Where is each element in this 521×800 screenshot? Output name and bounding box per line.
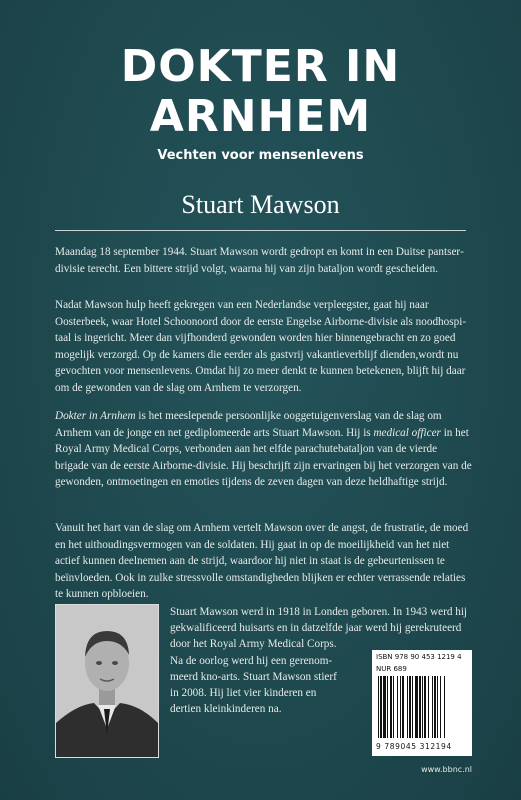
barcode-stripe (437, 676, 438, 738)
bio-line: gekwalificeerd huisarts en in datzelfde jaar werd hij gerekruteerd (170, 622, 462, 635)
divider-rule (55, 230, 466, 231)
barcode-icon (378, 676, 466, 740)
title-line-1: DOKTER IN (120, 41, 401, 92)
barcode-stripe (402, 676, 404, 738)
blurb-paragraph-3 (55, 408, 473, 491)
publisher-url: www.bbnc.nl (421, 765, 472, 774)
barcode-stripe (380, 676, 382, 738)
isbn-text: ISBN 978 90 453 1219 4 (376, 653, 462, 661)
barcode-stripe (415, 676, 418, 738)
bio-line: meerd kno-arts. Stuart Mawson stierf (170, 670, 337, 683)
medical-officer-italic: medical officer (373, 426, 441, 439)
barcode-stripe (393, 676, 394, 738)
barcode-stripe (387, 676, 388, 738)
barcode-label (372, 650, 472, 756)
barcode-stripe (383, 676, 386, 738)
barcode-stripe (390, 676, 392, 738)
bio-line: Stuart Mawson werd in 1918 in Londen geboren. In 1943 werd hij (170, 606, 468, 618)
barcode-stripe (412, 676, 413, 738)
blurb-paragraph-2: Nadat Mawson hulp heeft gekregen van een Nederlandse verpleegster, gaat hij naar Oosterbeek, waar Hotel Schoonoord door de eerste Engelse Airborne-divisie als noodhospitaal is ingericht. Meer dan vijfhonderd gewonden worden hier binnengebracht en zo goed mogelijk verzorgd. Op de kamers die eerder als gastvrij vakantieverblijf dienden,wordt nu gevochten voor mensenlevens. Omdat hij zo meer denkt te kunnen betekenen, blijft hij daar om de gewonden van de slag om Arnhem te verzorgen. (55, 299, 467, 394)
blurb-paragraph-1: Maandag 18 september 1944. Stuart Mawson wordt gedropt en komt in een Duitse pantserdivisie terecht. Een bittere strijd volgt, waarna hij van zijn bataljon wordt gescheiden. (55, 246, 464, 275)
barcode-stripe (419, 676, 421, 738)
barcode-stripe (378, 676, 379, 738)
blurb-paragraph-3-text-a: is het meeslepende persoonlijke ooggetuigenverslag van de slag om Arnhem van de jonge en net gediplomeerde arts Stuart Mawson. Hij is (55, 410, 442, 439)
barcode-stripe (440, 676, 441, 738)
barcode-stripe (400, 676, 401, 738)
barcode-stripe (432, 676, 433, 738)
blurb-paragraph-3-text-b: in het Royal Army Medical Corps, verbonden aan het elfde parachutebataljon van de vierde brigade van de eerste Airborne-divisie. Hij beschrijft zijn ervaringen bij het verzorgen van de gewonden, ontmoetingen en emoties tijdens de zeven dagen van deze heldhaftige strijd. (55, 426, 472, 488)
book-title-italic: Dokter in Arnhem (55, 410, 136, 422)
bio-line: door het Royal Army Medical Corps. (170, 638, 337, 651)
portrait-illustration (56, 605, 158, 757)
barcode-stripe (422, 676, 423, 738)
barcode-stripe (444, 676, 445, 738)
bio-line: dertien kleinkinderen na. (170, 703, 282, 716)
barcode-stripe (397, 676, 398, 738)
barcode-stripe (434, 676, 436, 738)
blurb-paragraph-4: Vanuit het hart van de slag om Arnhem vertelt Mawson over de angst, de frustratie, de moed en het uithoudingsvermogen van de soldaten. Hij gaat in op de moeilijkheid van het niet actief kunnen deelnemen aan de strijd, waardoor hij niet in staat is de gebeurtenissen te beïnvloeden. Ook in zulke stressvolle omstandigheden blijken er echter verrassende relaties te kunnen opbloeien. (55, 522, 469, 600)
barcode-stripe (424, 676, 426, 738)
author-portrait (55, 604, 159, 758)
barcode-stripe (409, 676, 411, 738)
bio-line: in 2008. Hij liet vier kinderen en (170, 687, 317, 700)
title-line-2: ARNHEM (149, 91, 372, 142)
barcode-stripe (428, 676, 429, 738)
author-name: Stuart Mawson (181, 190, 340, 219)
barcode-stripe (407, 676, 408, 738)
subtitle: Vechten voor mensenlevens (157, 148, 364, 163)
nur-text: NUR 689 (376, 665, 407, 673)
barcode-digits: 9 789045 312194 (376, 742, 452, 751)
bio-line: Na de oorlog werd hij een gerenom- (170, 654, 333, 667)
